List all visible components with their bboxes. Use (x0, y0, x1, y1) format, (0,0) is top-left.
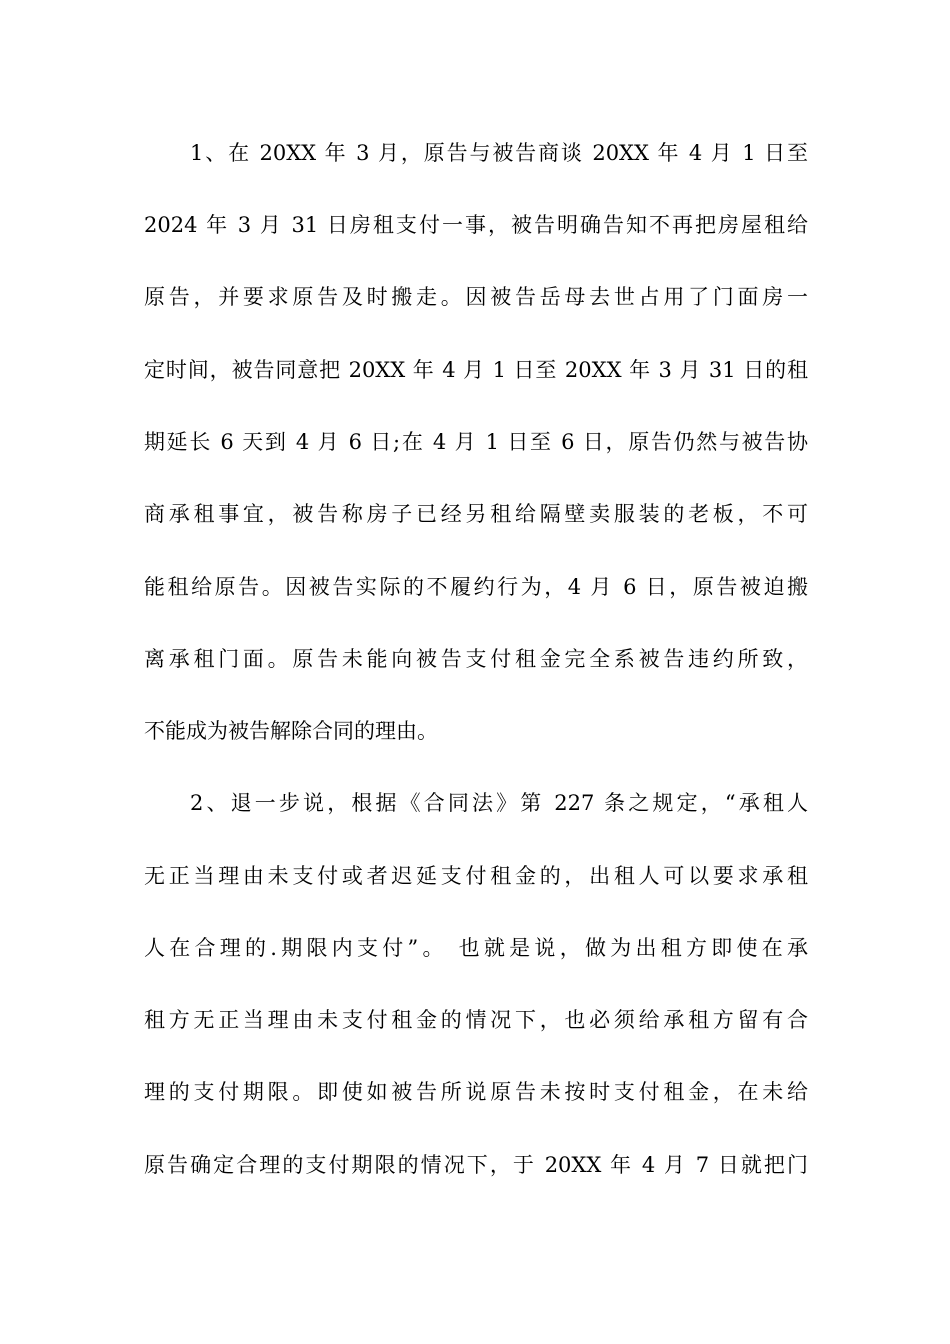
paragraph-1-line-6: 商承租事宜，被告称房子已经另租给隔壁卖服装的老板，不可 (144, 502, 808, 526)
paragraph-1-line-1: 1、在 20XX 年 3 月，原告与被告商谈 20XX 年 4 月 1 日至 (190, 141, 808, 165)
paragraph-1-line-2: 2024 年 3 月 31 日房租支付一事，被告明确告知不再把房屋租给 (144, 213, 808, 237)
paragraph-1-line-9: 不能成为被告解除合同的理由。 (144, 719, 438, 743)
paragraph-1-line-4: 定时间，被告同意把 20XX 年 4 月 1 日至 20XX 年 3 月 31 日的租 (144, 358, 808, 382)
paragraph-2-line-4: 租方无正当理由未支付租金的情况下，也必须给承租方留有合 (144, 1008, 808, 1032)
paragraph-2-line-1: 2、退一步说，根据《合同法》第 227 条之规定，“承租人 (190, 791, 808, 815)
paragraph-1-line-5: 期延长 6 天到 4 月 6 日;在 4 月 1 日至 6 日，原告仍然与被告协 (144, 430, 808, 454)
paragraph-2-line-3: 人在合理的.期限内支付”。 也就是说，做为出租方即使在承 (144, 936, 808, 960)
paragraph-2-line-2: 无正当理由未支付或者迟延支付租金的，出租人可以要求承租 (144, 864, 808, 888)
paragraph-1-line-3: 原告，并要求原告及时搬走。因被告岳母去世占用了门面房一 (144, 285, 808, 309)
paragraph-2-line-6: 原告确定合理的支付期限的情况下，于 20XX 年 4 月 7 日就把门 (144, 1153, 808, 1177)
paragraph-1-line-7: 能租给原告。因被告实际的不履约行为，4 月 6 日，原告被迫搬 (144, 575, 808, 599)
paragraph-1-line-8: 离承租门面。原告未能向被告支付租金完全系被告违约所致， (144, 647, 808, 671)
paragraph-2-line-5: 理的支付期限。即使如被告所说原告未按时支付租金，在未给 (144, 1080, 808, 1104)
